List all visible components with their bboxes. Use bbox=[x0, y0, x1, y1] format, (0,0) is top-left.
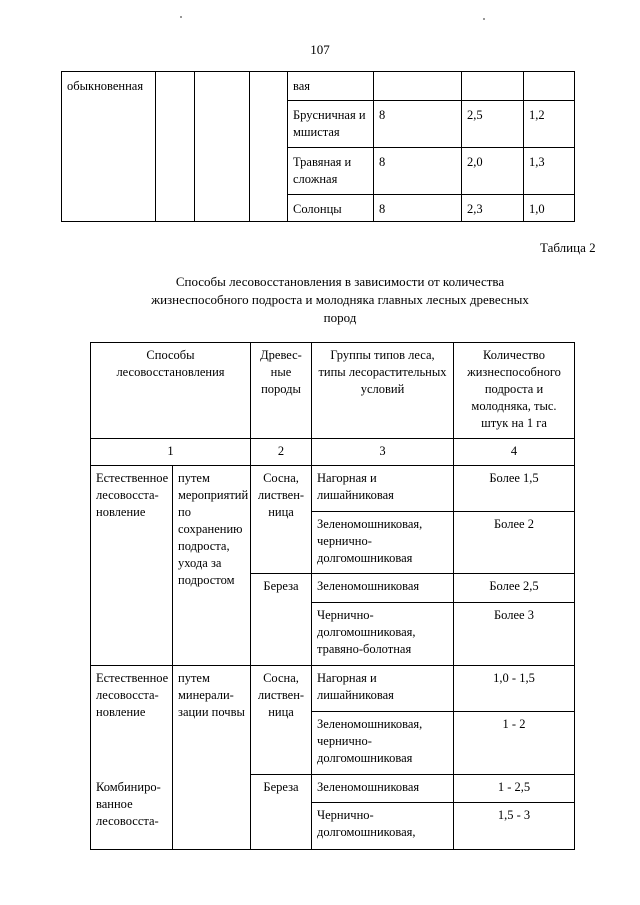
table-row bbox=[91, 466, 575, 512]
table-title: Способы лесовосстановления в зависимости от количества жизнеспособного подроста и молодняка главных лесных древесных пород bbox=[151, 274, 529, 325]
value-cell bbox=[374, 72, 462, 101]
forest-type-cell: Брусничная и мшистая bbox=[288, 101, 374, 148]
species-cell: обыкновенная bbox=[62, 72, 156, 222]
quantity-cell: Более 2,5 bbox=[454, 574, 575, 603]
quantity-cell: 1 - 2,5 bbox=[454, 775, 575, 803]
group-cell: Зеленомошниковая bbox=[312, 775, 454, 803]
quantity-cell: 1 - 2 bbox=[454, 712, 575, 775]
value-cell: 8 bbox=[374, 148, 462, 195]
submethod-cell: путем мероприятий по сохранению подроста, ухода за подростом bbox=[173, 466, 251, 666]
species-cell: Береза bbox=[251, 775, 312, 850]
table-row bbox=[91, 775, 575, 803]
table-caption: Таблица 2 bbox=[540, 240, 596, 255]
column-number-row bbox=[91, 439, 575, 466]
value-cell: 1,3 bbox=[524, 148, 575, 195]
value-cell bbox=[524, 72, 575, 101]
header-groups: Группы типов леса, типы лесорастительных условий bbox=[312, 343, 454, 439]
header-species: Древес-ные породы bbox=[251, 343, 312, 439]
quantity-cell: Более 1,5 bbox=[454, 466, 575, 512]
quantity-cell: 1,0 - 1,5 bbox=[454, 666, 575, 712]
empty-cell bbox=[195, 72, 250, 222]
group-cell: Нагорная и лишайниковая bbox=[312, 466, 454, 512]
species-cell: Береза bbox=[251, 574, 312, 666]
forest-type-cell: Травяная и сложная bbox=[288, 148, 374, 195]
regeneration-table bbox=[90, 342, 575, 850]
value-cell: 1,2 bbox=[524, 101, 575, 148]
method-cell: Естественное лесовосста-новление bbox=[91, 466, 173, 666]
value-cell bbox=[462, 72, 524, 101]
group-cell: Нагорная и лишайниковая bbox=[312, 666, 454, 712]
table-row bbox=[91, 666, 575, 712]
empty-cell bbox=[156, 72, 195, 222]
header-quantity: Количество жизнеспособного подроста и молодняка, тыс. штук на 1 га bbox=[454, 343, 575, 439]
col-number: 3 bbox=[312, 439, 454, 466]
col-number: 4 bbox=[454, 439, 575, 466]
method-cell: Естественное лесовосста-новление bbox=[91, 666, 173, 775]
submethod-cell: путем минерали-зации почвы bbox=[173, 666, 251, 850]
forest-type-cell: вая bbox=[288, 72, 374, 101]
header-row bbox=[91, 343, 575, 439]
group-cell: Чернично-долгомошниковая, травяно-болотная bbox=[312, 603, 454, 666]
page-number: 107 bbox=[310, 42, 330, 57]
quantity-cell: 1,5 - 3 bbox=[454, 803, 575, 850]
group-cell: Зеленомошниковая bbox=[312, 574, 454, 603]
species-cell: Сосна, листвен-ница bbox=[251, 466, 312, 574]
species-cell: Сосна, листвен-ница bbox=[251, 666, 312, 775]
continued-table bbox=[61, 71, 575, 222]
group-cell: Зеленомошниковая, чернично-долгомошниковая bbox=[312, 512, 454, 574]
method-cell: Комбиниро-ванное лесовосста- bbox=[91, 775, 173, 850]
group-cell: Зеленомошниковая, чернично-долгомошниковая bbox=[312, 712, 454, 775]
col-number: 2 bbox=[251, 439, 312, 466]
group-cell: Чернично-долгомошниковая, bbox=[312, 803, 454, 850]
value-cell: 1,0 bbox=[524, 195, 575, 222]
table-row bbox=[62, 72, 575, 101]
scan-dot bbox=[483, 18, 485, 20]
quantity-cell: Более 3 bbox=[454, 603, 575, 666]
forest-type-cell: Солонцы bbox=[288, 195, 374, 222]
value-cell: 2,5 bbox=[462, 101, 524, 148]
value-cell: 8 bbox=[374, 195, 462, 222]
empty-cell bbox=[250, 72, 288, 222]
value-cell: 2,0 bbox=[462, 148, 524, 195]
value-cell: 2,3 bbox=[462, 195, 524, 222]
value-cell: 8 bbox=[374, 101, 462, 148]
col-number: 1 bbox=[91, 439, 251, 466]
header-methods: Способы лесовосстановления bbox=[91, 343, 251, 439]
quantity-cell: Более 2 bbox=[454, 512, 575, 574]
scan-dot bbox=[180, 16, 182, 18]
